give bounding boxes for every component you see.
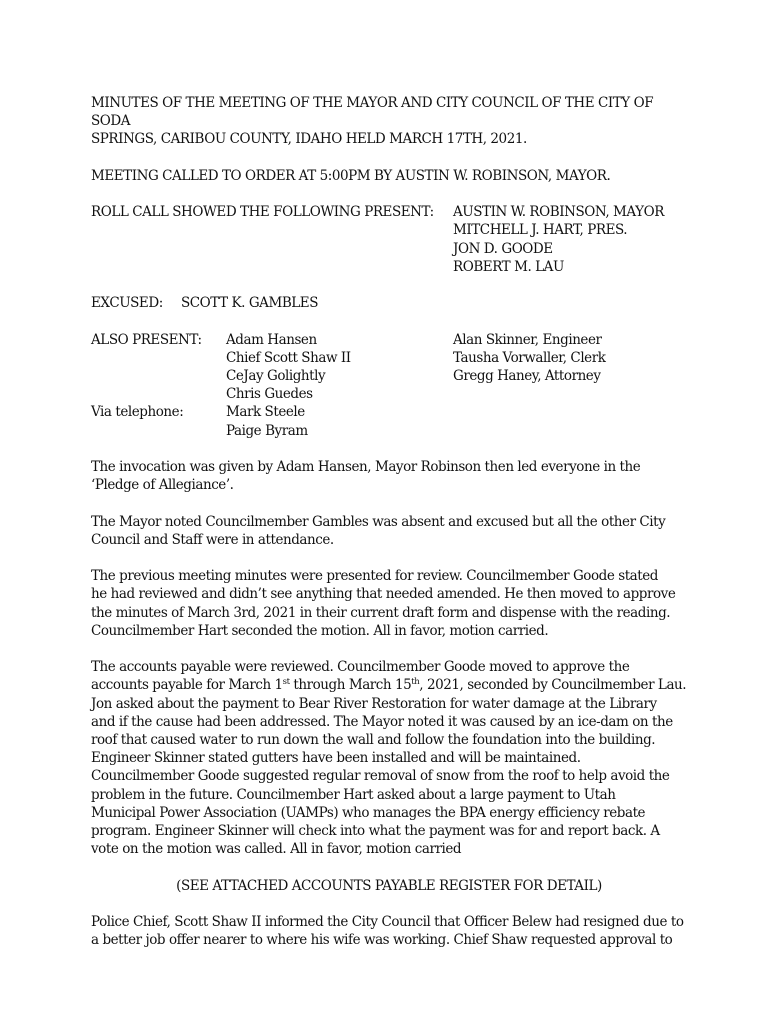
telephone-attendee: Paige Byram — [226, 422, 308, 439]
attendee: Chief Scott Shaw II — [226, 349, 351, 366]
police-paragraph — [91, 913, 687, 949]
attached-register-note: (SEE ATTACHED ACCOUNTS PAYABLE REGISTER FOR DETAIL) — [176, 877, 602, 894]
text-line: The Mayor noted Councilmember Gambles was absent and excused but all the other City — [91, 513, 666, 530]
text-line: problem in the future. Councilmember Hart asked about a large payment to Utah — [91, 786, 616, 803]
text-line: ‘Pledge of Allegiance’. — [91, 477, 234, 494]
roll-call — [91, 203, 687, 276]
text-line: accounts payable for March 1 — [91, 677, 283, 694]
attendee: Gregg Haney, Attorney — [453, 367, 601, 384]
also-present-staff — [226, 331, 453, 440]
also-present-labels — [91, 331, 226, 440]
also-present-label: ALSO PRESENT: — [91, 331, 202, 348]
invocation-paragraph — [91, 458, 687, 494]
attendee: Adam Hansen — [226, 331, 317, 348]
attendee: Alan Skinner, Engineer — [453, 331, 602, 348]
text-line: Municipal Power Association (UAMPs) who manages the BPA energy efficiency rebate — [91, 804, 646, 821]
text-line: program. Engineer Skinner will check into what the payment was for and report back. A — [91, 823, 660, 839]
text-line: and if the cause had been addressed. The Mayor noted it was caused by an ice-dam on the — [91, 713, 673, 730]
text-line: The accounts payable were reviewed. Councilmember Goode moved to approve the — [91, 659, 630, 676]
telephone-attendee: Mark Steele — [226, 404, 305, 421]
minutes-title — [91, 94, 687, 149]
attendance-paragraph — [91, 513, 687, 549]
text-line: Council and Staff were in attendance. — [91, 531, 334, 548]
previous-minutes-paragraph — [91, 567, 687, 640]
present-member: ROBERT M. LAU — [453, 258, 564, 275]
ordinal-suffix: th — [411, 677, 420, 688]
title-line: SPRINGS, CARIBOU COUNTY, IDAHO HELD MARCH 17TH, 2021. — [91, 131, 527, 148]
also-present — [91, 331, 687, 440]
title-line: MINUTES OF THE MEETING OF THE MAYOR AND CITY COUNCIL OF THE CITY OF SODA — [91, 95, 654, 130]
text-line: a better job offer nearer to where his wife was working. Chief Shaw requested approval to — [91, 932, 673, 949]
telephone-label: Via telephone: — [91, 404, 184, 421]
text-line: Police Chief, Scott Shaw II informed the City Council that Officer Belew had resigned due to — [91, 913, 684, 930]
attendee: CeJay Golightly — [226, 367, 326, 384]
roll-call-label: ROLL CALL SHOWED THE FOLLOWING PRESENT: — [91, 204, 434, 221]
text-line: Jon asked about the payment to Bear River Restoration for water damage at the Library — [91, 695, 657, 712]
ordinal-suffix: st — [282, 677, 290, 688]
text-line: The invocation was given by Adam Hansen, Mayor Robinson then led everyone in the — [91, 458, 641, 475]
text-line: roof that caused water to run down the wall and follow the foundation into the building. — [91, 731, 656, 748]
meeting-minutes — [91, 94, 687, 968]
present-member: MITCHELL J. HART, PRES. — [453, 222, 628, 239]
attendee: Tausha Vorwaller, Clerk — [453, 349, 606, 366]
text-line: The previous meeting minutes were presented for review. Councilmember Goode stated — [91, 568, 658, 585]
text-line: , 2021, seconded by Councilmember Lau. — [419, 677, 687, 694]
present-member: JON D. GOODE — [453, 240, 553, 257]
text-line: through March 15 — [289, 677, 412, 694]
accounts-payable-paragraph — [91, 658, 687, 858]
text-line: Engineer Skinner stated gutters have been installed and will be maintained. — [91, 750, 581, 767]
text-line: vote on the motion was called. All in favor, motion carried — [91, 841, 462, 858]
present-member: AUSTIN W. ROBINSON, MAYOR — [453, 204, 664, 221]
also-present-officials — [453, 331, 605, 440]
text-line: Councilmember Hart seconded the motion. All in favor, motion carried. — [91, 622, 549, 639]
text-line: Councilmember Goode suggested regular removal of snow from the roof to help avoid the — [91, 768, 670, 785]
excused-name: SCOTT K. GAMBLES — [181, 295, 319, 312]
excused — [91, 294, 687, 312]
text-line: he had reviewed and didn’t see anything that needed amended. He then moved to approve — [91, 586, 676, 603]
called-to-order: MEETING CALLED TO ORDER AT 5:00PM BY AUSTIN W. ROBINSON, MAYOR. — [91, 167, 611, 184]
attendee: Chris Guedes — [226, 386, 313, 403]
text-line: the minutes of March 3rd, 2021 in their current draft form and dispense with the reading. — [91, 604, 671, 621]
roll-call-present-list — [453, 203, 664, 276]
excused-label: EXCUSED: — [91, 295, 163, 312]
